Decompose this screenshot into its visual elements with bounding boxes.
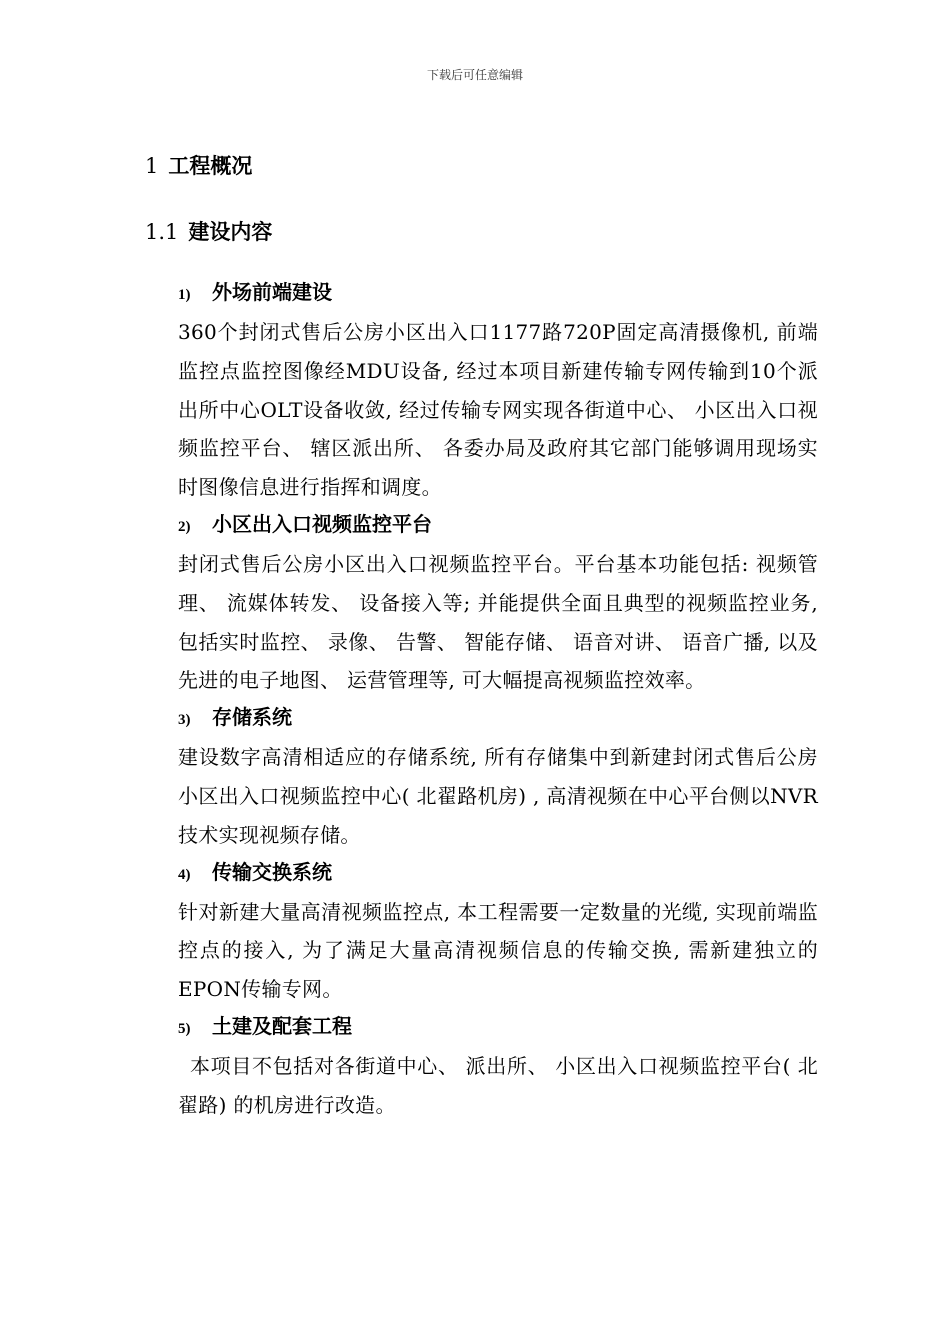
heading-1-number: 1	[145, 154, 159, 178]
section-index: 4)	[178, 866, 191, 883]
section-title: 外场前端建设	[212, 280, 332, 304]
section-index: 2)	[178, 518, 191, 535]
section-heading	[178, 1011, 818, 1047]
section-title: 小区出入口视频监控平台	[212, 511, 432, 536]
section-title: 传输交换系统	[212, 859, 332, 884]
page-header-note: 下载后可任意编辑	[426, 68, 523, 82]
section-heading	[178, 509, 818, 545]
document-body	[178, 277, 818, 1127]
section-title: 土建及配套工程	[212, 1013, 352, 1038]
section-paragraph: 封闭式售后公房小区出入口视频监控平台。平台基本功能包括: 视频管理、 流媒体转发、 设备接入等; 并能提供全面且典型的视频监控业务, 包括实时监控、 录像、 告警、 智能存储、 语音对讲、 语音广播, 以及先进的电子地图、 运营管理等, 可大幅提高视频监控效率。	[178, 551, 818, 693]
heading-1-title: 工程概况	[168, 153, 253, 178]
section-civil-works	[178, 1011, 818, 1125]
section-storage-system	[178, 702, 818, 854]
section-monitoring-platform	[178, 509, 818, 700]
section-outfield-frontend	[178, 277, 818, 507]
heading-level-1	[145, 150, 252, 180]
section-index: 5)	[178, 1020, 191, 1037]
heading-2-title: 建设内容	[188, 219, 273, 244]
section-index: 3)	[178, 712, 191, 729]
section-transmission-system	[178, 857, 818, 1009]
section-paragraph: 建设数字高清相适应的存储系统, 所有存储集中到新建封闭式售后公房小区出入口视频监控中心( 北翟路机房) , 高清视频在中心平台侧以NVR技术实现视频存储。	[178, 745, 818, 847]
heading-2-number: 1.1	[145, 220, 179, 244]
section-index: 1)	[178, 287, 191, 303]
section-paragraph: 本项目不包括对各街道中心、 派出所、 小区出入口视频监控平台( 北翟路) 的机房进行改造。	[178, 1053, 818, 1117]
section-heading	[178, 277, 818, 313]
section-paragraph: 针对新建大量高清视频监控点, 本工程需要一定数量的光缆, 实现前端监控点的接入, 为了满足大量高清视频信息的传输交换, 需新建独立的EPON传输专网。	[178, 899, 818, 1002]
section-title: 存储系统	[212, 705, 292, 730]
section-heading	[178, 857, 818, 893]
section-paragraph: 360个封闭式售后公房小区出入口1177路720P固定高清摄像机, 前端监控点监控图像经MDU设备, 经过本项目新建传输专网传输到10个派出所中心OLT设备收敛, 经过传输专网实现各街道中心、 小区出入口视频监控平台、 辖区派出所、 各委办局及政府其它部门能够调用现场实时图像信息进行指挥和调度。	[178, 320, 818, 500]
section-heading	[178, 702, 818, 738]
heading-level-2	[145, 216, 272, 246]
